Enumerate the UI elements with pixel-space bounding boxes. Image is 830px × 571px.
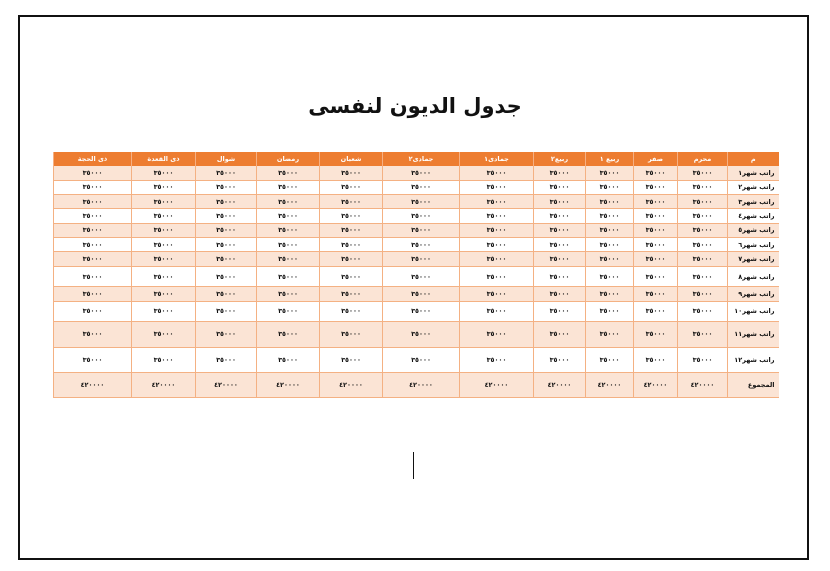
- row-label: راتب شهر٩: [728, 287, 779, 301]
- table-cell: ٣٥٠٠٠: [196, 322, 257, 348]
- table-cell: ٣٥٠٠٠: [132, 287, 196, 301]
- header-rabi2: ربيع٢: [534, 152, 586, 166]
- table-cell: ٣٥٠٠٠: [196, 266, 257, 286]
- header-shaban: شعبان: [320, 152, 383, 166]
- table-cell: ٣٥٠٠٠: [132, 209, 196, 223]
- table-cell: ٣٥٠٠٠: [132, 195, 196, 209]
- table-cell: ٣٥٠٠٠: [460, 166, 534, 180]
- table-cell: ٣٥٠٠٠: [132, 166, 196, 180]
- total-cell: ٤٢٠٠٠٠: [132, 373, 196, 398]
- table-cell: ٣٥٠٠٠: [383, 301, 460, 321]
- table-cell: ٣٥٠٠٠: [383, 287, 460, 301]
- table-cell: ٣٥٠٠٠: [320, 223, 383, 237]
- table-row: [54, 180, 779, 194]
- table-cell: ٣٥٠٠٠: [196, 195, 257, 209]
- table-cell: ٣٥٠٠٠: [383, 322, 460, 348]
- table-cell: ٣٥٠٠٠: [534, 301, 586, 321]
- total-cell: ٤٢٠٠٠٠: [54, 373, 132, 398]
- table-cell: ٣٥٠٠٠: [320, 180, 383, 194]
- table-cell: ٣٥٠٠٠: [54, 322, 132, 348]
- table-cell: ٣٥٠٠٠: [132, 180, 196, 194]
- table-cell: ٣٥٠٠٠: [196, 347, 257, 373]
- table-cell: ٣٥٠٠٠: [460, 252, 534, 266]
- table-cell: ٣٥٠٠٠: [586, 209, 634, 223]
- table-cell: ٣٥٠٠٠: [54, 347, 132, 373]
- table-cell: ٣٥٠٠٠: [320, 287, 383, 301]
- row-label: راتب شهر٢: [728, 180, 779, 194]
- table-row: [54, 209, 779, 223]
- table-cell: ٣٥٠٠٠: [678, 347, 728, 373]
- table-cell: ٣٥٠٠٠: [196, 238, 257, 252]
- table-cell: ٣٥٠٠٠: [586, 301, 634, 321]
- total-cell: ٤٢٠٠٠٠: [460, 373, 534, 398]
- table-cell: ٣٥٠٠٠: [634, 347, 678, 373]
- table-row: [54, 347, 779, 373]
- table-cell: ٣٥٠٠٠: [132, 266, 196, 286]
- total-cell: ٤٢٠٠٠٠: [257, 373, 320, 398]
- table-cell: ٣٥٠٠٠: [634, 195, 678, 209]
- table-cell: ٣٥٠٠٠: [634, 287, 678, 301]
- table-cell: ٣٥٠٠٠: [54, 266, 132, 286]
- row-label: راتب شهر١٠: [728, 301, 779, 321]
- table-cell: ٣٥٠٠٠: [586, 347, 634, 373]
- table-cell: ٣٥٠٠٠: [634, 166, 678, 180]
- total-cell: ٤٢٠٠٠٠: [383, 373, 460, 398]
- table-cell: ٣٥٠٠٠: [678, 238, 728, 252]
- row-label: راتب شهر٦: [728, 238, 779, 252]
- total-label: المجموع: [728, 373, 779, 398]
- table-cell: ٣٥٠٠٠: [383, 209, 460, 223]
- table-cell: ٣٥٠٠٠: [257, 238, 320, 252]
- header-muharram: محرم: [678, 152, 728, 166]
- table-cell: ٣٥٠٠٠: [196, 180, 257, 194]
- total-row: [54, 373, 779, 398]
- table-cell: ٣٥٠٠٠: [678, 209, 728, 223]
- table-cell: ٣٥٠٠٠: [383, 347, 460, 373]
- table-cell: ٣٥٠٠٠: [54, 223, 132, 237]
- header-dhul-hijjah: ذى الحجة: [54, 152, 132, 166]
- table-row: [54, 195, 779, 209]
- table-cell: ٣٥٠٠٠: [257, 166, 320, 180]
- table-cell: ٣٥٠٠٠: [534, 209, 586, 223]
- table-cell: ٣٥٠٠٠: [678, 180, 728, 194]
- row-label: راتب شهر١٢: [728, 347, 779, 373]
- table-cell: ٣٥٠٠٠: [196, 301, 257, 321]
- row-label: راتب شهر٥: [728, 223, 779, 237]
- table-cell: ٣٥٠٠٠: [678, 223, 728, 237]
- table-cell: ٣٥٠٠٠: [534, 223, 586, 237]
- table-cell: ٣٥٠٠٠: [383, 266, 460, 286]
- table-cell: ٣٥٠٠٠: [634, 223, 678, 237]
- table-cell: ٣٥٠٠٠: [586, 266, 634, 286]
- table-cell: ٣٥٠٠٠: [460, 301, 534, 321]
- table-cell: ٣٥٠٠٠: [460, 223, 534, 237]
- table-cell: ٣٥٠٠٠: [54, 238, 132, 252]
- table-cell: ٣٥٠٠٠: [634, 322, 678, 348]
- table-cell: ٣٥٠٠٠: [257, 223, 320, 237]
- table-cell: ٣٥٠٠٠: [634, 238, 678, 252]
- table-cell: ٣٥٠٠٠: [320, 347, 383, 373]
- table-cell: ٣٥٠٠٠: [534, 180, 586, 194]
- table-cell: ٣٥٠٠٠: [534, 322, 586, 348]
- debts-table: [53, 152, 779, 398]
- table-cell: ٣٥٠٠٠: [678, 166, 728, 180]
- table-cell: ٣٥٠٠٠: [54, 287, 132, 301]
- row-label: راتب شهر٤: [728, 209, 779, 223]
- header-rabi1: ربيع ١: [586, 152, 634, 166]
- table-cell: ٣٥٠٠٠: [534, 238, 586, 252]
- table-cell: ٣٥٠٠٠: [383, 238, 460, 252]
- table-cell: ٣٥٠٠٠: [634, 266, 678, 286]
- table-cell: ٣٥٠٠٠: [257, 347, 320, 373]
- row-label: راتب شهر٨: [728, 266, 779, 286]
- table-cell: ٣٥٠٠٠: [460, 287, 534, 301]
- header-index: م: [728, 152, 779, 166]
- table-cell: ٣٥٠٠٠: [54, 180, 132, 194]
- table-cell: ٣٥٠٠٠: [196, 166, 257, 180]
- table-header-row: [54, 152, 779, 166]
- table-cell: ٣٥٠٠٠: [534, 195, 586, 209]
- table-cell: ٣٥٠٠٠: [383, 223, 460, 237]
- table-cell: ٣٥٠٠٠: [132, 238, 196, 252]
- total-cell: ٤٢٠٠٠٠: [586, 373, 634, 398]
- table-cell: ٣٥٠٠٠: [54, 301, 132, 321]
- row-label: راتب شهر١١: [728, 322, 779, 348]
- table-cell: ٣٥٠٠٠: [534, 166, 586, 180]
- table-cell: ٣٥٠٠٠: [132, 252, 196, 266]
- table-cell: ٣٥٠٠٠: [460, 322, 534, 348]
- table-cell: ٣٥٠٠٠: [634, 180, 678, 194]
- table-row: [54, 223, 779, 237]
- table-row: [54, 166, 779, 180]
- header-jumada2: جمادى٢: [383, 152, 460, 166]
- total-cell: ٤٢٠٠٠٠: [678, 373, 728, 398]
- table-cell: ٣٥٠٠٠: [132, 347, 196, 373]
- table-cell: ٣٥٠٠٠: [634, 209, 678, 223]
- table-cell: ٣٥٠٠٠: [257, 180, 320, 194]
- table-cell: ٣٥٠٠٠: [678, 266, 728, 286]
- table-cell: ٣٥٠٠٠: [586, 238, 634, 252]
- table-cell: ٣٥٠٠٠: [132, 322, 196, 348]
- header-shawwal: شوال: [196, 152, 257, 166]
- table-cell: ٣٥٠٠٠: [383, 195, 460, 209]
- table-row: [54, 266, 779, 286]
- table-cell: ٣٥٠٠٠: [132, 301, 196, 321]
- total-cell: ٤٢٠٠٠٠: [534, 373, 586, 398]
- table-cell: ٣٥٠٠٠: [586, 166, 634, 180]
- table-row: [54, 252, 779, 266]
- table-cell: ٣٥٠٠٠: [460, 195, 534, 209]
- table-cell: ٣٥٠٠٠: [534, 266, 586, 286]
- table-cell: ٣٥٠٠٠: [196, 252, 257, 266]
- table-cell: ٣٥٠٠٠: [383, 180, 460, 194]
- row-label: راتب شهر١: [728, 166, 779, 180]
- table-cell: ٣٥٠٠٠: [634, 301, 678, 321]
- table-cell: ٣٥٠٠٠: [678, 252, 728, 266]
- table-cell: ٣٥٠٠٠: [54, 252, 132, 266]
- table-cell: ٣٥٠٠٠: [54, 166, 132, 180]
- table-cell: ٣٥٠٠٠: [678, 287, 728, 301]
- total-cell: ٤٢٠٠٠٠: [634, 373, 678, 398]
- header-safar: صفر: [634, 152, 678, 166]
- total-cell: ٤٢٠٠٠٠: [320, 373, 383, 398]
- table-cell: ٣٥٠٠٠: [54, 195, 132, 209]
- table-cell: ٣٥٠٠٠: [678, 301, 728, 321]
- table-cell: ٣٥٠٠٠: [460, 209, 534, 223]
- table-cell: ٣٥٠٠٠: [383, 252, 460, 266]
- table-cell: ٣٥٠٠٠: [460, 238, 534, 252]
- table-cell: ٣٥٠٠٠: [460, 347, 534, 373]
- table-cell: ٣٥٠٠٠: [257, 322, 320, 348]
- table-cell: ٣٥٠٠٠: [257, 301, 320, 321]
- table-cell: ٣٥٠٠٠: [678, 195, 728, 209]
- table-cell: ٣٥٠٠٠: [196, 223, 257, 237]
- table-cell: ٣٥٠٠٠: [320, 252, 383, 266]
- table-cell: ٣٥٠٠٠: [586, 223, 634, 237]
- table-row: [54, 287, 779, 301]
- table-cell: ٣٥٠٠٠: [320, 266, 383, 286]
- table-cell: ٣٥٠٠٠: [320, 322, 383, 348]
- table-cell: ٣٥٠٠٠: [196, 287, 257, 301]
- header-ramadan: رمضان: [257, 152, 320, 166]
- table-cell: ٣٥٠٠٠: [678, 322, 728, 348]
- table-cell: ٣٥٠٠٠: [257, 252, 320, 266]
- table-cell: ٣٥٠٠٠: [320, 209, 383, 223]
- table-row: [54, 322, 779, 348]
- table-cell: ٣٥٠٠٠: [586, 287, 634, 301]
- table-cell: ٣٥٠٠٠: [54, 209, 132, 223]
- table-cell: ٣٥٠٠٠: [257, 266, 320, 286]
- table-cell: ٣٥٠٠٠: [460, 266, 534, 286]
- table-cell: ٣٥٠٠٠: [257, 287, 320, 301]
- table-cell: ٣٥٠٠٠: [534, 252, 586, 266]
- table-cell: ٣٥٠٠٠: [460, 180, 534, 194]
- table-cell: ٣٥٠٠٠: [196, 209, 257, 223]
- text-cursor: [413, 452, 414, 479]
- table-cell: ٣٥٠٠٠: [320, 195, 383, 209]
- header-dhul-qadah: ذى القعدة: [132, 152, 196, 166]
- table-cell: ٣٥٠٠٠: [257, 209, 320, 223]
- table-cell: ٣٥٠٠٠: [534, 287, 586, 301]
- table-cell: ٣٥٠٠٠: [320, 301, 383, 321]
- table-cell: ٣٥٠٠٠: [534, 347, 586, 373]
- document-title: جدول الديون لنفسى: [308, 94, 522, 118]
- header-jumada1: جمادى١: [460, 152, 534, 166]
- table-cell: ٣٥٠٠٠: [634, 252, 678, 266]
- table-row: [54, 301, 779, 321]
- table-cell: ٣٥٠٠٠: [320, 166, 383, 180]
- table-cell: ٣٥٠٠٠: [586, 252, 634, 266]
- table-cell: ٣٥٠٠٠: [132, 223, 196, 237]
- row-label: راتب شهر٧: [728, 252, 779, 266]
- table-cell: ٣٥٠٠٠: [586, 180, 634, 194]
- table-row: [54, 238, 779, 252]
- table-cell: ٣٥٠٠٠: [257, 195, 320, 209]
- table-cell: ٣٥٠٠٠: [586, 195, 634, 209]
- total-cell: ٤٢٠٠٠٠: [196, 373, 257, 398]
- row-label: راتب شهر٣: [728, 195, 779, 209]
- table-cell: ٣٥٠٠٠: [383, 166, 460, 180]
- table-cell: ٣٥٠٠٠: [586, 322, 634, 348]
- table-cell: ٣٥٠٠٠: [320, 238, 383, 252]
